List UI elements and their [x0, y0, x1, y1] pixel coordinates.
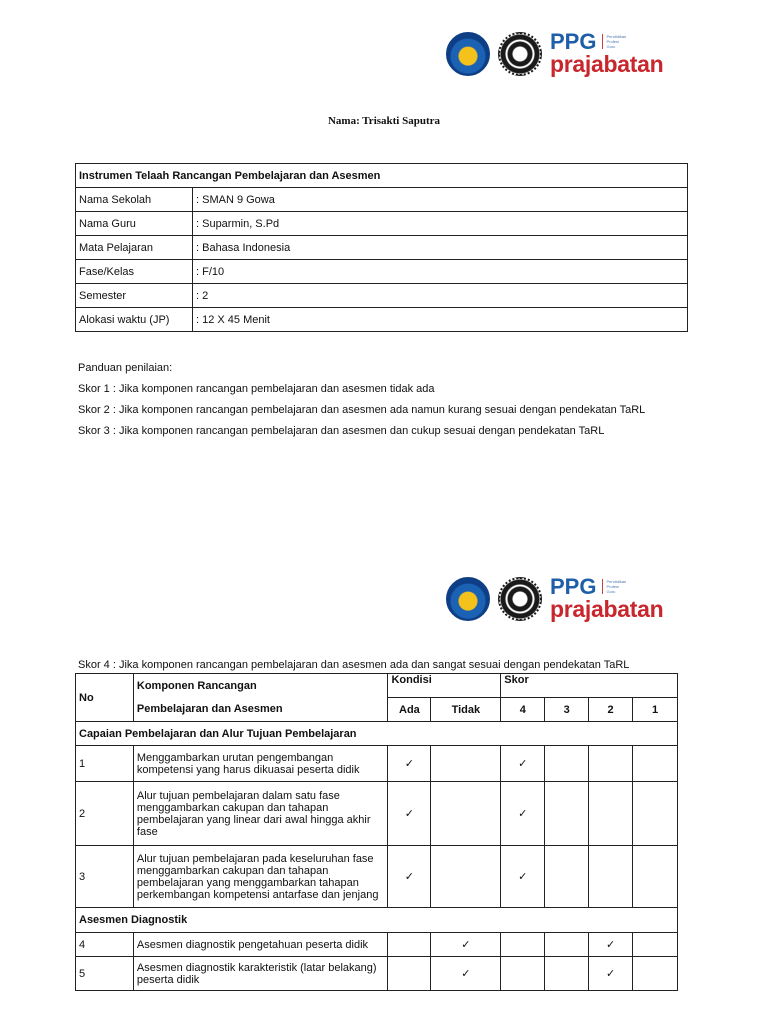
header-komponen-2: Pembelajaran dan Asesmen — [133, 698, 388, 722]
skor-2-cell — [589, 782, 633, 846]
tut-wuri-handayani-logo — [446, 577, 490, 621]
info-label: Nama Guru — [76, 212, 193, 236]
skor-1-cell — [633, 933, 678, 957]
prajabatan-text: prajabatan — [550, 51, 664, 77]
tut-wuri-handayani-logo — [446, 32, 490, 76]
guide-item: Skor 4 : Jika komponen rancangan pembelajaran dan asesmen ada dan sangat sesuai dengan pendekatan TaRL — [78, 659, 630, 671]
row-text: Alur tujuan pembelajaran dalam satu fase menggambarkan cakupan dan tahapan pembelajaran yang linear dari awal hingga akhir fase — [133, 782, 388, 846]
header-komponen: Komponen Rancangan — [133, 674, 388, 698]
assessment-table — [75, 673, 678, 991]
skor-3-cell — [545, 846, 589, 908]
ppg-subtitle: Pendidikan Profesi Guru — [602, 579, 630, 594]
skor-3-cell — [545, 782, 589, 846]
info-label: Fase/Kelas — [76, 260, 193, 284]
prajabatan-text: prajabatan — [550, 596, 664, 622]
table-row — [76, 846, 678, 908]
ada-cell — [388, 957, 431, 991]
ada-cell: ✓ — [388, 846, 431, 908]
university-seal-logo — [498, 32, 542, 76]
row-text: Asesmen diagnostik karakteristik (latar belakang) peserta didik — [133, 957, 388, 991]
skor-4-cell: ✓ — [501, 746, 545, 782]
row-text: Menggambarkan urutan pengembangan kompetensi yang harus dikuasai peserta didik — [133, 746, 388, 782]
tidak-cell — [431, 846, 501, 908]
section-title: Asesmen Diagnostik — [76, 908, 678, 933]
header-no: No — [76, 674, 134, 722]
guide-item: Skor 1 : Jika komponen rancangan pembelajaran dan asesmen tidak ada — [78, 383, 435, 395]
student-name: Nama: Trisakti Saputra — [327, 115, 441, 127]
skor-3-cell — [545, 933, 589, 957]
university-seal-logo — [498, 577, 542, 621]
ppg-text: PPG — [550, 29, 597, 54]
header-skor: Skor — [501, 674, 678, 698]
row-text: Alur tujuan pembelajaran pada keseluruhan fase menggambarkan cakupan dan tahapan pembelajaran yang menggambarkan tahapan perkembangan kompetensi antarfase dan jenjang — [133, 846, 388, 908]
skor-1-cell — [633, 957, 678, 991]
skor-1-cell — [633, 782, 678, 846]
tidak-cell — [431, 782, 501, 846]
table-row — [76, 957, 678, 991]
header-tidak: Tidak — [431, 698, 501, 722]
info-value: : 2 — [193, 284, 688, 308]
skor-4-cell — [501, 957, 545, 991]
skor-4-cell — [501, 933, 545, 957]
skor-2-cell — [589, 746, 633, 782]
skor-1-cell — [633, 746, 678, 782]
info-value: : Suparmin, S.Pd — [193, 212, 688, 236]
guide-item: Skor 3 : Jika komponen rancangan pembelajaran dan asesmen dan cukup sesuai dengan pendekatan TaRL — [78, 425, 605, 437]
row-no: 4 — [76, 933, 134, 957]
ppg-prajabatan-logo — [550, 576, 663, 621]
row-text: Asesmen diagnostik pengetahuan peserta didik — [133, 933, 388, 957]
info-value: : F/10 — [193, 260, 688, 284]
header-skor-4: 4 — [501, 698, 545, 722]
table-row — [76, 933, 678, 957]
skor-2-cell: ✓ — [589, 933, 633, 957]
skor-2-cell: ✓ — [589, 957, 633, 991]
header-ada: Ada — [388, 698, 431, 722]
info-label: Nama Sekolah — [76, 188, 193, 212]
info-value: : SMAN 9 Gowa — [193, 188, 688, 212]
header-skor-2: 2 — [589, 698, 633, 722]
header-logos — [446, 576, 663, 621]
row-no: 5 — [76, 957, 134, 991]
info-table — [75, 163, 688, 332]
info-value: : 12 X 45 Menit — [193, 308, 688, 332]
guide-heading: Panduan penilaian: — [78, 362, 173, 374]
tidak-cell: ✓ — [431, 933, 501, 957]
table-row — [76, 746, 678, 782]
tidak-cell — [431, 746, 501, 782]
tidak-cell: ✓ — [431, 957, 501, 991]
skor-4-cell: ✓ — [501, 846, 545, 908]
table-row — [76, 782, 678, 846]
skor-1-cell — [633, 846, 678, 908]
ada-cell: ✓ — [388, 782, 431, 846]
header-skor-3: 3 — [545, 698, 589, 722]
skor-3-cell — [545, 957, 589, 991]
header-skor-1: 1 — [633, 698, 678, 722]
row-no: 1 — [76, 746, 134, 782]
skor-3-cell — [545, 746, 589, 782]
ppg-text: PPG — [550, 574, 597, 599]
ppg-prajabatan-logo — [550, 31, 663, 76]
skor-2-cell — [589, 846, 633, 908]
skor-4-cell: ✓ — [501, 782, 545, 846]
info-value: : Bahasa Indonesia — [193, 236, 688, 260]
info-table-title: Instrumen Telaah Rancangan Pembelajaran dan Asesmen — [76, 164, 688, 188]
header-kondisi: Kondisi — [388, 674, 501, 698]
section-title: Capaian Pembelajaran dan Alur Tujuan Pembelajaran — [76, 722, 678, 746]
row-no: 3 — [76, 846, 134, 908]
ada-cell — [388, 933, 431, 957]
info-label: Semester — [76, 284, 193, 308]
ada-cell: ✓ — [388, 746, 431, 782]
header-logos — [446, 31, 663, 76]
info-label: Mata Pelajaran — [76, 236, 193, 260]
info-label: Alokasi waktu (JP) — [76, 308, 193, 332]
guide-item: Skor 2 : Jika komponen rancangan pembelajaran dan asesmen ada namun kurang sesuai dengan pendekatan TaRL — [78, 404, 646, 416]
ppg-subtitle: Pendidikan Profesi Guru — [602, 34, 630, 49]
row-no: 2 — [76, 782, 134, 846]
